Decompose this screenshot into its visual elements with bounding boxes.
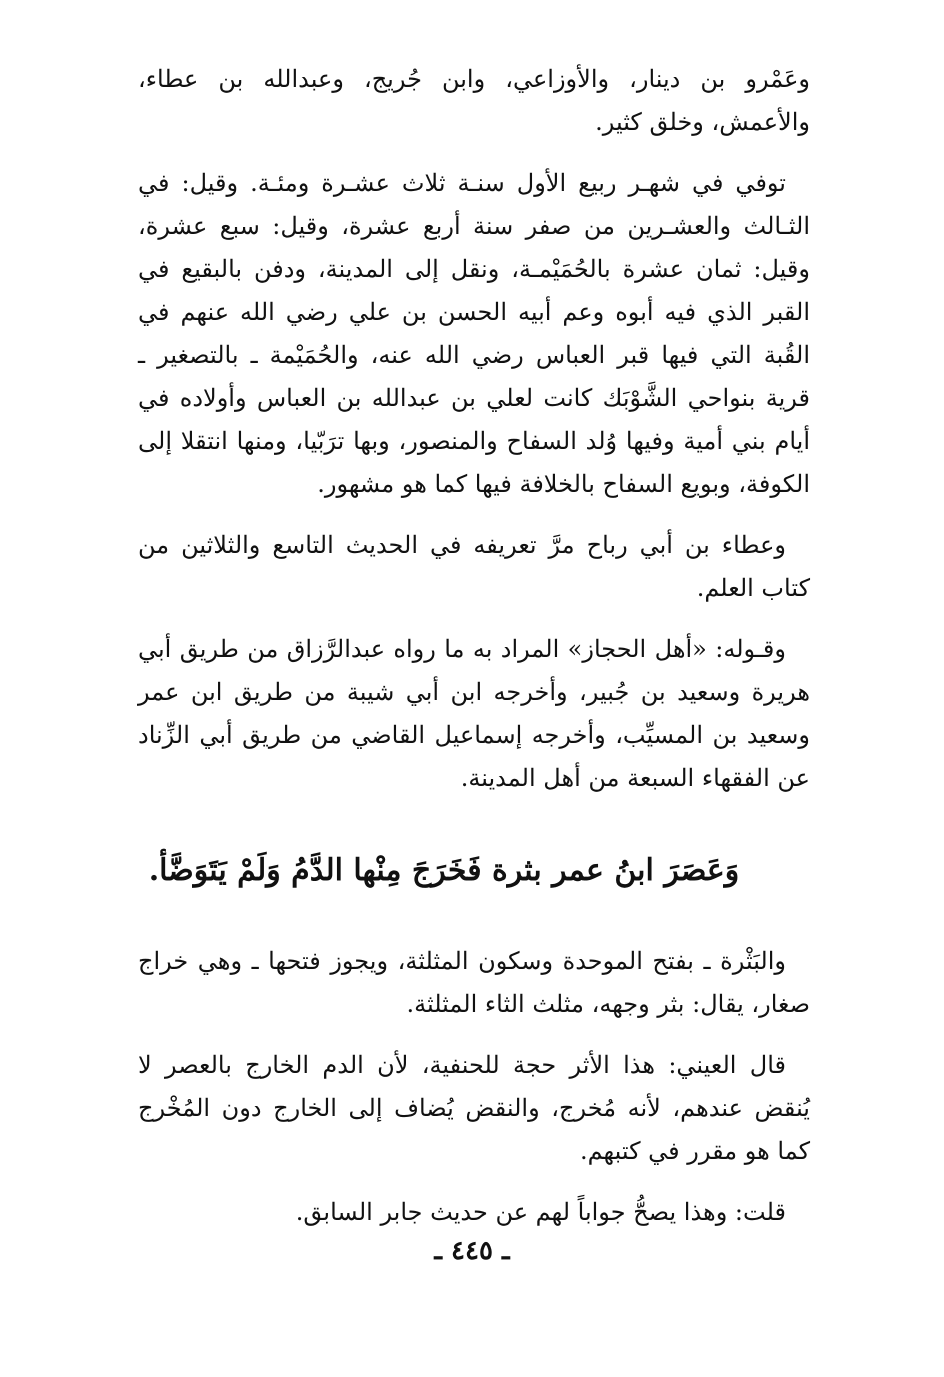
- paragraph-death-burial: توفي في شهـر ربيع الأول سنـة ثلاث عشـرة ومئـة. وقيل: في الثـالث والعشـرين من صفر سنة أربع عشرة، وقيل: سبع عشرة، وقيل: ثمان عشرة بالحُمَيْمـة، ونقل إلى المدينة، ودفن بالبقيع في القبر الذي فيه أبوه وعم أبيه الحسن بن علي رضي الله عنهم في القُبة التي فيها قبر العباس رضي الله عنه، والحُمَيْمة ـ بالتصغير ـ قرية بنواحي الشَّوْبَك كانت لعلي بن عبدالله بن العباس وأولاده في أيام بني أمية وفيها وُلد السفاح والمنصور، وبها ترَبّيا، ومنها انتقلا إلى الكوفة، وبويع السفاح بالخلافة فيها كما هو مشهور.: [138, 169, 810, 498]
- paragraph-narrators: وعَمْرو بن دينار، والأوزاعي، وابن جُريج، وعبدالله بن عطاء، والأعمش، وخلق كثير.: [138, 65, 810, 136]
- paragraph-bathra: والبَثْرة ـ بفتح الموحدة وسكون المثلثة، ويجوز فتحها ـ وهي خراج صغار، يقال: بثر وجهه، مثلث الثاء المثلثة.: [138, 947, 810, 1018]
- paragraph-aini: قال العيني: هذا الأثر حجة للحنفية، لأن الدم الخارج بالعصر لا يُنقض عندهم، لأنه مُخرج، والنقض يُضاف إلى الخارج دون المُخْرج كما هو مقرر في كتبهم.: [138, 1051, 810, 1165]
- page-body: [138, 58, 810, 1250]
- paragraph-hijaz: وقـوله: «أهل الحجاز» المراد به ما رواه عبدالرَّزاق من طريق أبي هريرة وسعيد بن جُبير، وأخرجه ابن أبي شيبة من طريق ابن عمر وسعيد بن المسيِّب، وأخرجه إسماعيل القاضي من طريق أبي الزِّناد عن الفقهاء السبعة من أهل المدينة.: [138, 635, 810, 792]
- paragraph-qultu: قلت: وهذا يصحُّ جواباً لهم عن حديث جابر السابق.: [295, 1198, 786, 1226]
- paragraph-ata: وعطاء بن أبي رباح مرَّ تعريفه في الحديث التاسع والثلاثين من كتاب العلم.: [138, 531, 810, 602]
- page-number: ـ ٤٤٥ ـ: [434, 1236, 510, 1266]
- hadith-heading: وَعَصَرَ ابنُ عمر بثرة فَخَرَجَ مِنْها الدَّمُ وَلَمْ يَتَوَضَّأ.: [148, 853, 740, 888]
